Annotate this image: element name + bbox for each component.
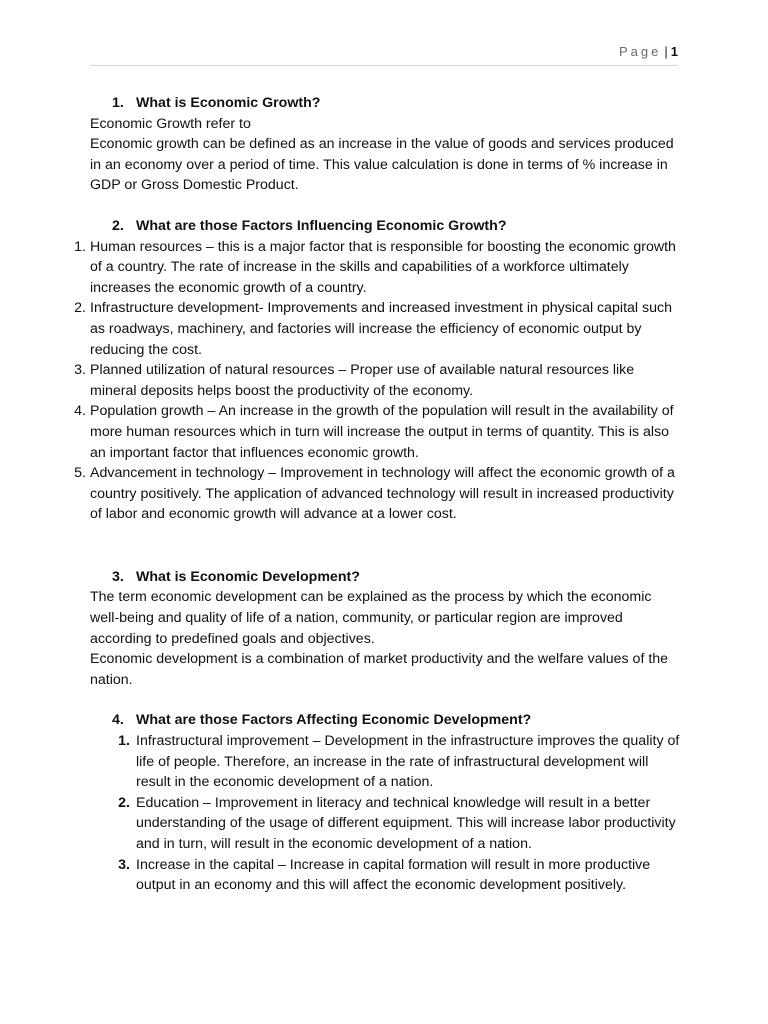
list-item-text: Planned utilization of natural resources – Proper use of available natural resources like mineral deposits helps boost the productivity of the economy. bbox=[90, 362, 635, 399]
paragraph: Economic development is a combination of market productivity and the welfare values of the nation. bbox=[90, 651, 669, 688]
list-item-text: Human resources – this is a major factor that is responsible for boosting the economic growth of a country. The rate of increase in the skills and capabilities of a workforce ultimately increases the economic growth of a country. bbox=[90, 238, 676, 296]
list-marker: 1. bbox=[118, 733, 130, 750]
list-item-text: Increase in the capital – Increase in capital formation will result in more productive output in an economy and this will affect the economic development positively. bbox=[136, 856, 651, 894]
list-item-text: Infrastructural improvement – Development in the infrastructure improves the quality of life of people. Therefore, an increase in the rate of infrastructural development will result in the economic development of a nation. bbox=[136, 733, 680, 791]
section-heading-economic-development bbox=[90, 567, 680, 588]
list-marker: 3. bbox=[118, 856, 130, 873]
list-item bbox=[74, 237, 680, 299]
section-title: What are those Factors Influencing Economic Growth? bbox=[136, 217, 507, 234]
section-title: What is Economic Growth? bbox=[136, 95, 321, 111]
paragraph: Economic growth can be defined as an increase in the value of goods and services produced in an economy over a period of time. This value calculation is done in terms of % increase in GDP or Gross Domestic Product. bbox=[90, 136, 674, 194]
list-marker: 1. bbox=[74, 238, 86, 255]
list-item bbox=[74, 463, 680, 525]
section-heading-growth-factors bbox=[90, 216, 680, 237]
paragraph: The term economic development can be explained as the process by which the economic well-being and quality of life of a nation, community, or particular region are improved according to predefined goals and objectives. bbox=[90, 589, 652, 647]
paragraph: Economic Growth refer to bbox=[90, 115, 251, 132]
list-marker: 5. bbox=[74, 465, 86, 482]
page-word: Page bbox=[619, 44, 662, 59]
list-item bbox=[118, 793, 680, 855]
section-number: 1. bbox=[112, 95, 124, 111]
section-heading-development-factors bbox=[90, 710, 680, 731]
section-title: What is Economic Development? bbox=[136, 568, 360, 585]
list-item-text: Population growth – An increase in the growth of the population will result in the availability of more human resources which in turn will increase the output in terms of quantity. This is also an important factor that influences economic growth. bbox=[90, 403, 674, 461]
list-item bbox=[118, 855, 680, 896]
list-item-text: Advancement in technology – Improvement in technology will affect the economic growth of a country positively. The application of advanced technology will result in increased productivity of labor and economic growth will advance at a lower cost. bbox=[90, 465, 675, 523]
page-number: 1 bbox=[670, 44, 678, 59]
development-factors-list bbox=[90, 731, 680, 896]
document-body bbox=[74, 93, 680, 896]
list-item-text: Education – Improvement in literacy and technical knowledge will result in a better understanding of the usage of different equipment. This will increase labor productivity and in turn, will result in the economic development of a nation. bbox=[136, 794, 676, 852]
list-item bbox=[74, 401, 680, 463]
section-heading-economic-growth bbox=[90, 93, 680, 114]
list-marker: 2. bbox=[118, 794, 130, 811]
page-header bbox=[90, 44, 678, 66]
list-item bbox=[74, 360, 680, 401]
list-marker: 2. bbox=[74, 300, 86, 317]
section-number: 3. bbox=[112, 568, 124, 585]
list-marker: 4. bbox=[74, 403, 86, 420]
list-marker: 3. bbox=[74, 362, 86, 379]
growth-factors-list bbox=[74, 237, 680, 525]
page-separator: | bbox=[664, 44, 668, 59]
section-number: 2. bbox=[112, 217, 124, 234]
section-title: What are those Factors Affecting Economic Development? bbox=[136, 712, 532, 729]
section-number: 4. bbox=[112, 712, 124, 729]
list-item bbox=[118, 731, 680, 793]
list-item-text: Infrastructure development- Improvements and increased investment in physical capital such as roadways, machinery, and factories will increase the efficiency of economic output by reducing the cost. bbox=[90, 300, 672, 358]
list-item bbox=[74, 298, 680, 360]
